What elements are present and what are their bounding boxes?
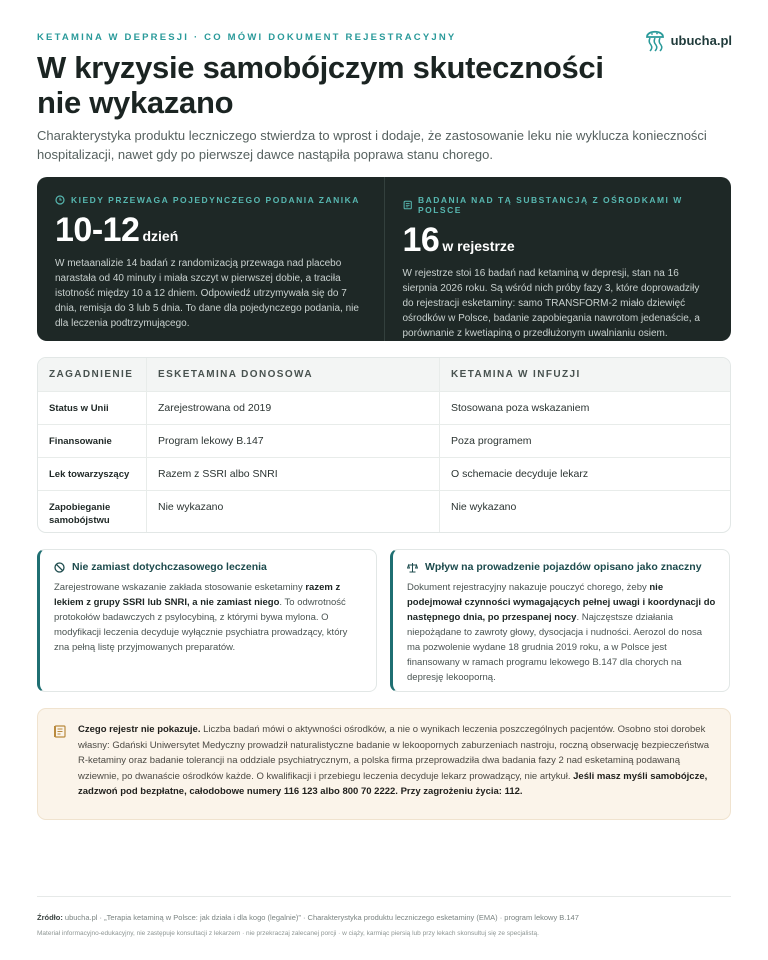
stat-label-text: BADANIA NAD TĄ SUBSTANCJĄ Z OŚRODKAMI W POLSCE: [417, 195, 683, 215]
stat-big: [55, 211, 366, 250]
warning-body: Liczba badań mówi o aktywności ośrodków, a nie o wynikach leczenia poszczególnych pacjentów. Osobno stoi dorobek własny: Gdański Uniwersytet Medyczny prowadził naturalistyczne badanie w lekoopornych zaburzeniach nastroju, roczną obserwację bezpieczeństwa R-ketaminy oraz badanie tolerancji na oddziale psychiatrycznym, a polska firma przeprowadziła dwa badania fazy 2 nad esketaminą podawaną wziewnie, po dwanaście ośrodków każde. O kwalifikacji i przebiegu leczenia decyduje lekarz prowadzący, nie artykuł.: [78, 724, 710, 782]
row-label: Finansowanie: [49, 435, 112, 447]
stat-value: 10-12: [55, 211, 140, 249]
row-label: Status w Unii: [49, 402, 109, 414]
stat-duration: [37, 177, 384, 341]
note-body: [407, 580, 717, 685]
jellyfish-logo-icon: [645, 27, 665, 53]
prohibited-icon: [54, 562, 65, 573]
stat-description: W metaanalizie 14 badań z randomizacją przewaga nad placebo narastała od 40 minuty i miała szczyt w pierwszej dobie, a traciła istotność między 10 a 12 dniem. Odpowiedź utrzymywała się do 7 dnia, remisja do 3 lub 5 dnia. To dane dla pojedynczego podania, nie dla leczenia podtrzymującego.: [55, 258, 359, 329]
note-text: Dokument rejestracyjny nakazuje pouczyć chorego, żeby: [407, 582, 650, 593]
source-label: Źródło:: [37, 913, 63, 922]
stat-big: [403, 221, 714, 260]
row-label: Zapobieganie samobójstwu: [49, 502, 111, 526]
table-row: [38, 391, 730, 424]
header-cell: ESKETAMINA DONOSOWA: [146, 358, 439, 391]
table-row: [38, 490, 730, 532]
stats-panel: [37, 177, 731, 341]
stat-register: [384, 177, 732, 341]
note-title: [407, 561, 717, 573]
note-title: [54, 561, 364, 573]
note-text: . To odwrotność protokołów badawczych z psylocybiną, z którymi bywa mylona. O modyfikacji leczenia decyduje wyłącznie psychiatra prowadzący, który zna pełną listę przyjmowanych preparatów.: [54, 597, 348, 653]
note-title-text: Nie zamiast dotychczasowego leczenia: [72, 561, 267, 573]
brand-logo[interactable]: [645, 27, 732, 53]
helpline-info: Jeśli masz myśli samobójcze, zadzwoń pod bezpłatne, całodobowe numery 116 123 albo 800 70 2222. Przy zagrożeniu życia: 112.: [78, 770, 708, 797]
stat-label: [55, 195, 366, 205]
register-icon: [403, 200, 412, 210]
row-label: Lek towarzyszący: [49, 468, 130, 480]
table-cell: Stosowana poza wskazaniem: [439, 392, 730, 424]
source-line: [37, 913, 579, 922]
kicker: KETAMINA W DEPRESJI · CO MÓWI DOKUMENT REJESTRACYJNY: [37, 32, 457, 43]
disclaimer: Materiał informacyjno-edukacyjny, nie zastępuje konsultacji z lekarzem · nie przekraczaj zalecanej porcji · w ciąży, karmiąc piersią lub przy lekach skonsultuj się ze specjalistą.: [37, 930, 539, 937]
table-row: [38, 424, 730, 457]
source-text: ubucha.pl · „Terapia ketaminą w Polsce: jak działa i dla kogo (legalnie)” · Charakterystyka produktu leczniczego esketaminy (EMA) · program lekowy B.147: [62, 913, 579, 922]
header-cell: ZAGADNIENIE: [49, 369, 134, 380]
note-card-treatment: [37, 549, 377, 692]
warning-lead: Czego rejestr nie pokazuje.: [78, 724, 201, 735]
note-text: Zarejestrowane wskazanie zakłada stosowanie esketaminy: [54, 582, 306, 593]
stat-description: W rejestrze stoi 16 badań nad ketaminą w depresji, stan na 16 sierpnia 2026 roku. Są wśród nich próby fazy 3, które doprowadziły do rejestracji esketaminy: samo TRANSFORM-2 miało dziewięć ośrodków w Polsce, badanie zapobiegania nawrotom jedenaście, a porównanie z kwetiapiną o przedłużonym uwalnianiu osiem.: [402, 268, 700, 339]
note-text: . Najczęstsze działania niepożądane to zawroty głowy, dysocjacja i nudności. Aerozol do nosa ma pozwolenie wydane 18 grudnia 2019 roku, a w Polsce jest finansowany w ramach programu lekowego B.147 dla chorych na depresję lekooporną.: [407, 612, 703, 683]
note-title-text: Wpływ na prowadzenie pojazdów opisano jako znaczny: [425, 561, 702, 573]
page-title: W kryzysie samobójczym skuteczności nie wykazano: [37, 50, 604, 120]
warning-text: [78, 722, 716, 800]
table-row: [38, 457, 730, 490]
stat-value: 16: [402, 221, 440, 259]
stat-unit: w rejestrze: [442, 238, 515, 254]
document-icon: [54, 725, 66, 738]
note-emphasis: razem z lekiem z grupy SSRI lub SNRI, a nie zamiast niego: [54, 582, 341, 608]
lead-paragraph: Charakterystyka produktu leczniczego stwierdza to wprost i dodaje, że zastosowanie leku nie wyklucza konieczności hospitalizacji, nawet gdy po pierwszej dawce nastąpiła poprawa stanu chorego.: [37, 128, 707, 162]
table-cell: Poza programem: [439, 425, 730, 457]
table-header: [38, 358, 730, 391]
comparison-table: [37, 357, 731, 533]
footer-divider: [37, 896, 731, 897]
table-cell: O schemacie decyduje lekarz: [439, 458, 730, 490]
header-cell: KETAMINA W INFUZJI: [439, 358, 730, 391]
table-cell: Program lekowy B.147: [146, 425, 439, 457]
brand-name: ubucha.pl: [670, 32, 732, 48]
stat-label-text: KIEDY PRZEWAGA POJEDYNCZEGO PODANIA ZANIKA: [71, 195, 360, 205]
note-emphasis: nie podejmował czynności wymagających pełnej uwagi i koordynacji do następnego dnia, po przespanej nocy: [407, 582, 716, 623]
note-body: [54, 580, 364, 655]
stat-unit: dzień: [142, 228, 179, 244]
scales-icon: [407, 562, 418, 573]
table-cell: Zarejestrowana od 2019: [146, 392, 439, 424]
stat-label: [403, 195, 714, 215]
table-cell: Nie wykazano: [439, 491, 730, 532]
table-cell: Razem z SSRI albo SNRI: [146, 458, 439, 490]
clock-icon: [55, 195, 65, 205]
note-card-driving: [390, 549, 730, 692]
table-cell: Nie wykazano: [146, 491, 439, 532]
warning-box: [37, 708, 731, 820]
